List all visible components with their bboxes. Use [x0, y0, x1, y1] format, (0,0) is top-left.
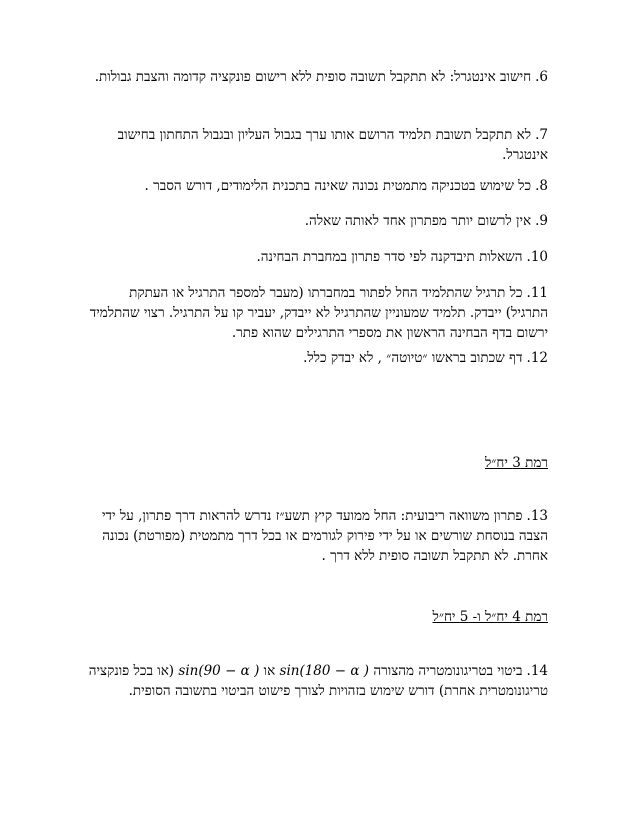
item-number: 8. — [535, 178, 548, 194]
rule-item-11 — [86, 283, 548, 343]
item-text: דף שכתוב בראשו ״טיוטה״ , לא יבדק כלל. — [303, 350, 523, 366]
item-number: 12. — [526, 350, 548, 366]
item-text: פתרון משוואה ריבועית: החל ממועד קיץ תשע״ז נדרש להראות דרך פתרון, על ידי הצבה בנוסחת שורשים או על ידי פירוק לגורמים או בכל דרך מתמטית (מפורטת) נכונה אחרת. לא תתקבל תשובה סופית ללא דרך . — [101, 508, 548, 564]
item-text: כל שימוש בטכניקה מתמטית נכונה שאינה בתכנית הלימודים, דורש הסבר . — [144, 178, 532, 194]
item-text: חישוב אינטגרל: לא תתקבל תשובה סופית ללא רישום פונקציה קדומה והצבת גבולות. — [94, 69, 532, 85]
item-number: 7. — [535, 127, 548, 143]
item-number: 10. — [526, 249, 548, 265]
rule-item-10 — [86, 247, 548, 267]
rule-item-9 — [86, 211, 548, 231]
rule-item-7 — [86, 125, 548, 165]
item-text-a: ביטוי בטריגונומטריה מהצורה — [373, 663, 523, 679]
item-text-c: (או בכל פונקציה טריגונומטרית אחרת) דורש שימוש בזהויות לצורך פישוט הביטוי בתשובה הסופית. — [88, 663, 548, 699]
section-heading-level-3: רמת 3 יח״ל — [484, 455, 548, 471]
rule-item-13 — [86, 506, 548, 566]
item-text: השאלות תיבדקנה לפי סדר פתרון במחברת הבחינה. — [256, 249, 523, 265]
item-text: כל תרגיל שהתלמיד החל לפתור במחברתו (מעבר למספר התרגיל או העתקת התרגיל) ייבדק. תלמיד שמעוניין שהתרגיל לא ייבדק, יעביר קו על התרגיל. רצוי שהתלמיד ירשום בדף הבחינה הראשון את מספרי התרגילים שהוא פתר. — [89, 285, 548, 341]
item-number: 13. — [526, 508, 548, 524]
section-heading-level-4-5: רמת 4 יח״ל ו- 5 יח״ל — [432, 609, 548, 625]
item-number: 9. — [535, 213, 548, 229]
math-expression-b: sin(90 − α ) — [178, 663, 260, 679]
rule-item-12 — [86, 348, 548, 368]
rule-item-6 — [86, 67, 548, 87]
item-text-b: או — [263, 663, 276, 679]
item-text: אין לרשום יותר מפתרון אחד לאותה שאלה. — [304, 213, 532, 229]
rule-item-8 — [86, 176, 548, 196]
math-expression-a: sin(180 − α ) — [279, 663, 370, 679]
item-number: 14. — [526, 663, 548, 679]
item-number: 11. — [526, 285, 548, 301]
item-text: לא תתקבל תשובת תלמיד הרושם אותו ערך בגבול העליון ובגבול התחתון בחישוב אינטגרל. — [117, 127, 548, 163]
item-number: 6. — [535, 69, 548, 85]
rule-item-14 — [86, 661, 548, 701]
